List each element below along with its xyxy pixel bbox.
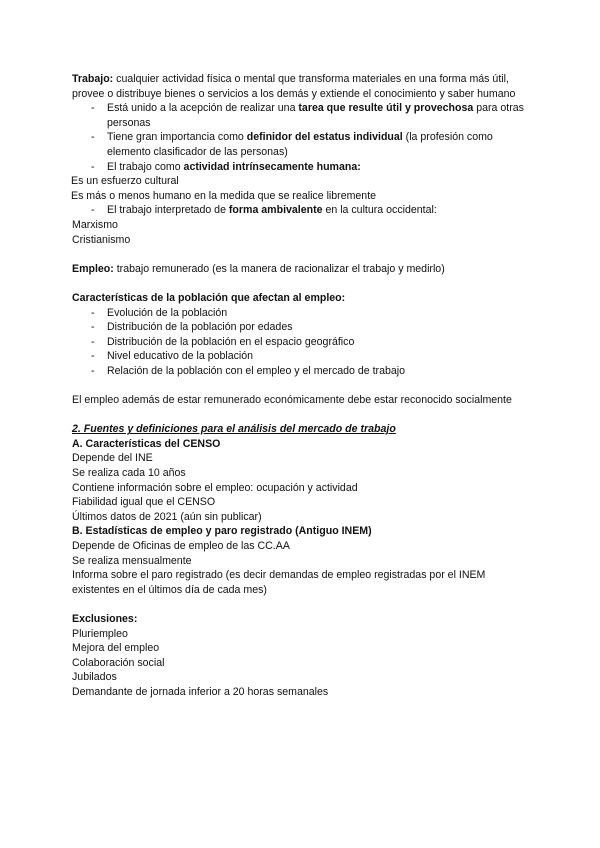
subsection-heading-paro xyxy=(72,524,532,539)
text-line: Marxismo xyxy=(72,218,118,231)
list-item xyxy=(72,203,532,218)
list-item xyxy=(72,335,532,350)
bullet-dash: - xyxy=(91,306,95,319)
trabajo-definition-text: cualquier actividad física o mental que transforma materiales en una forma más útil, provee o distribuye bienes o servicios a los demás y extiende el conocimiento y saber humano xyxy=(72,73,516,100)
heading-text: B. Estadísticas de empleo y paro registrado (Antiguo INEM) xyxy=(72,525,372,538)
text-line: Colaboración social xyxy=(72,656,165,669)
text-line: Fiabilidad igual que el CENSO xyxy=(72,496,216,509)
empleo-note: El empleo además de estar remunerado económicamente debe estar reconocido socialmente xyxy=(72,394,512,407)
text-line: Es más o menos humano en la medida que se realice libremente xyxy=(71,189,377,202)
caracteristicas-heading xyxy=(72,291,532,306)
spacer xyxy=(72,378,532,393)
text-line: Se realiza cada 10 años xyxy=(72,467,186,480)
text-line: Últimos datos de 2021 (aún sin publicar) xyxy=(72,510,262,523)
spacer xyxy=(72,597,532,612)
text-line: Pluriempleo xyxy=(72,627,128,640)
list-item-text: Distribución de la población en el espacio geográfico xyxy=(107,335,355,348)
bullet-dash: - xyxy=(91,160,95,173)
text-line: Mejora del empleo xyxy=(72,642,160,655)
list-item-text: Tiene gran importancia como xyxy=(107,131,247,144)
trabajo-definition xyxy=(72,72,532,101)
list-item-text: El trabajo interpretado de xyxy=(107,204,229,217)
document-body xyxy=(72,72,532,700)
text-line: Contiene información sobre el empleo: ocupación y actividad xyxy=(72,481,358,494)
spacer xyxy=(72,276,532,291)
heading-text: Exclusiones: xyxy=(72,612,138,625)
bullet-dash: - xyxy=(91,350,95,363)
heading-text: Características de la población que afectan al empleo: xyxy=(72,291,346,304)
text-line: Cristianismo xyxy=(72,233,131,246)
list-item-text: para otras personas xyxy=(107,102,524,129)
list-item-bold: actividad intrínsecamente humana: xyxy=(183,160,361,173)
bullet-dash: - xyxy=(91,131,95,144)
list-item xyxy=(72,160,532,175)
list-item-text: Relación de la población con el empleo y el mercado de trabajo xyxy=(107,364,405,377)
text-line: Es un esfuerzo cultural xyxy=(71,175,179,188)
bullet-dash: - xyxy=(91,321,95,334)
list-item xyxy=(72,306,532,321)
text-line: Demandante de jornada inferior a 20 horas semanales xyxy=(72,685,329,698)
list-item xyxy=(72,101,532,130)
bullet-dash: - xyxy=(91,335,95,348)
list-item-bold: definidor del estatus individual xyxy=(246,131,403,144)
trabajo-label: Trabajo: xyxy=(72,73,114,85)
list-item-text: El trabajo como xyxy=(107,160,184,173)
text-line: Jubilados xyxy=(72,671,117,684)
bullet-dash: - xyxy=(91,364,95,377)
list-item-text: en la cultura occidental: xyxy=(322,204,437,217)
bullet-dash: - xyxy=(91,204,95,217)
text-line: Se realiza mensualmente xyxy=(72,554,192,567)
list-item xyxy=(72,320,532,335)
spacer xyxy=(72,408,532,423)
list-item xyxy=(72,364,532,379)
empleo-definition-text: trabajo remunerado (es la manera de racionalizar el trabajo y medirlo) xyxy=(113,262,445,275)
list-item-bold: forma ambivalente xyxy=(228,204,323,217)
list-item xyxy=(72,349,532,364)
list-item-text: Está unido a la acepción de realizar una xyxy=(107,102,299,115)
subsection-heading-censo xyxy=(72,437,532,452)
section-title: 2. Fuentes y definiciones para el análisis del mercado de trabajo xyxy=(72,423,396,436)
bullet-dash: - xyxy=(91,102,95,115)
text-line: Depende del INE xyxy=(72,452,153,465)
spacer xyxy=(72,247,532,262)
empleo-label: Empleo: xyxy=(72,262,114,275)
list-item-text: (la profesión como elemento clasificador de las personas) xyxy=(107,131,493,158)
exclusiones-heading xyxy=(72,612,532,627)
list-item-bold: tarea que resulte útil y provechosa xyxy=(298,102,474,115)
list-item xyxy=(72,130,532,159)
list-item-text: Evolución de la población xyxy=(107,306,228,319)
list-item-text: Nivel educativo de la población xyxy=(107,350,254,363)
heading-text: A. Características del CENSO xyxy=(72,437,221,450)
list-item-text: Distribución de la población por edades xyxy=(107,321,293,334)
text-line: Depende de Oficinas de empleo de las CC.AA xyxy=(72,540,290,552)
text-line: Informa sobre el paro registrado (es decir demandas de empleo registradas por el INEM existentes en el últimos día de cada mes) xyxy=(72,569,486,596)
empleo-definition xyxy=(72,262,532,277)
